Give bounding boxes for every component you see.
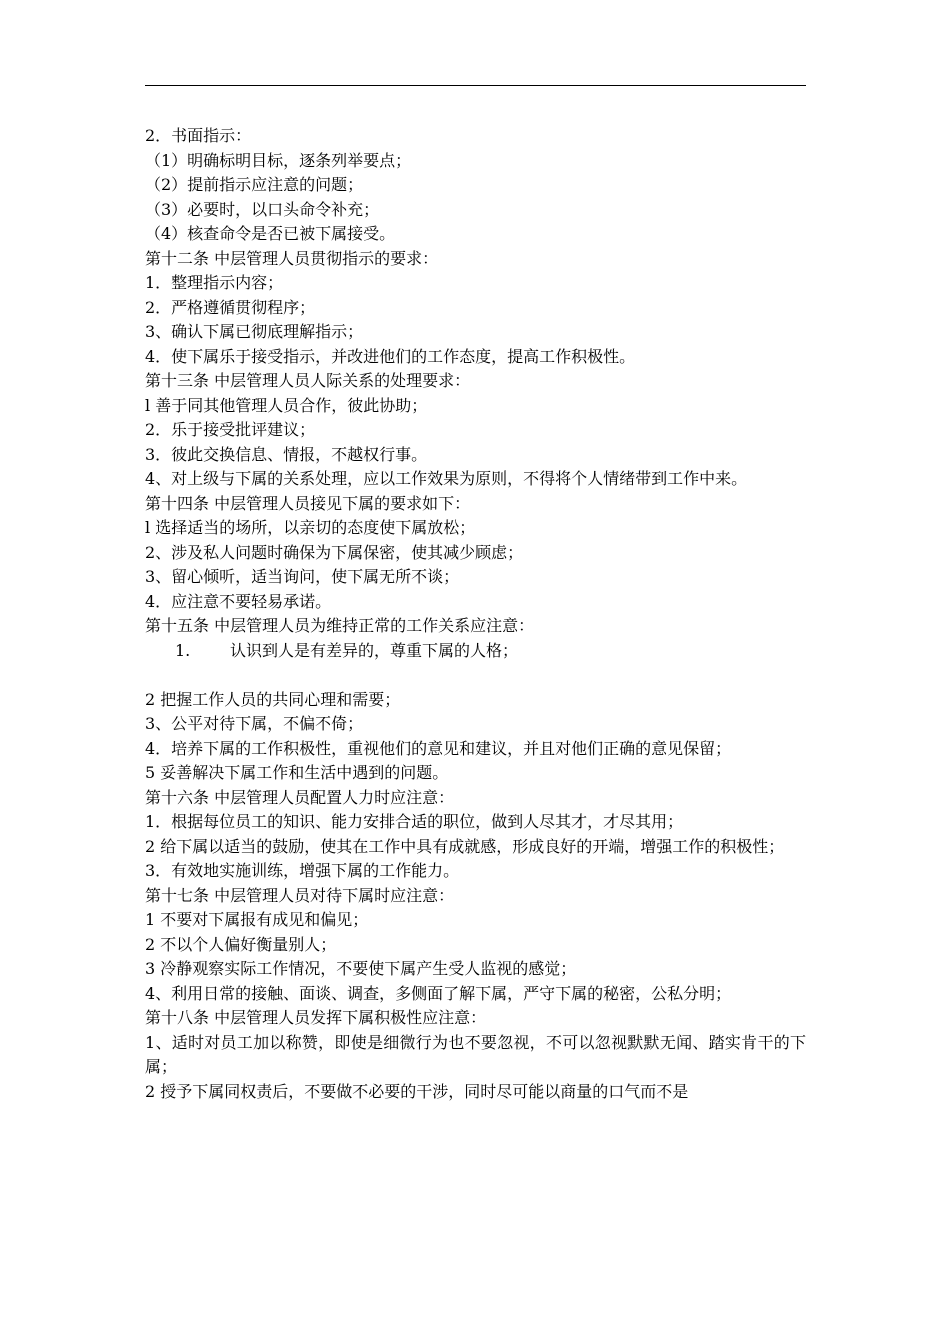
document-body (145, 124, 806, 1104)
text-line: 1 不要对下属报有成见和偏见； (145, 910, 369, 929)
text-line: 3、公平对待下属，不偏不倚； (145, 714, 364, 733)
text-line: 5 妥善解决下属工作和生活中遇到的问题。 (145, 763, 449, 782)
article-heading: 第十二条 中层管理人员贯彻指示的要求： (145, 248, 439, 268)
text-line: （1）明确标明目标，逐条列举要点； (145, 150, 412, 170)
text-line: l 善于同其他管理人员合作，彼此协助； (145, 395, 428, 415)
text-line: 3．有效地实施训练，增强下属的工作能力。 (145, 861, 460, 880)
text-paragraph: 2 给下属以适当的鼓励，使其在工作中具有成就感，形成良好的开端，增强工作的积极性； (145, 836, 785, 856)
article-heading: 第十七条 中层管理人员对待下属时应注意： (145, 885, 455, 905)
text-line: l 选择适当的场所，以亲切的态度使下属放松； (145, 518, 476, 537)
numbered-list-item (145, 639, 806, 664)
text-line: （2）提前指示应注意的问题； (145, 175, 364, 194)
text-line: 4．使下属乐于接受指示，并改进他们的工作态度，提高工作积极性。 (145, 346, 636, 366)
article-heading: 第十六条 中层管理人员配置人力时应注意： (145, 787, 455, 807)
text-line: （4）核查命令是否已被下属接受。 (145, 224, 396, 243)
text-line: 2、涉及私人问题时确保为下属保密，使其减少顾虑； (145, 542, 524, 562)
text-line: 2 授予下属同权责后，不要做不必要的干涉，同时尽可能以商量的口气而不是 (145, 1081, 689, 1101)
blank-line (145, 663, 806, 688)
list-number: 1. (175, 640, 191, 660)
text-line: 3 冷静观察实际工作情况，不要使下属产生受人监视的感觉； (145, 959, 577, 978)
text-paragraph: 4、对上级与下属的关系处理，应以工作效果为原则，不得将个人情绪带到工作中来。 (145, 469, 748, 488)
article-heading: 第十八条 中层管理人员发挥下属积极性应注意： (145, 1008, 487, 1027)
text-line: 1．根据每位员工的知识、能力安排合适的职位，做到人尽其才，才尽其用； (145, 812, 684, 831)
text-line: 4．应注意不要轻易承诺。 (145, 591, 332, 611)
text-line: 3．彼此交换信息、情报，不越权行事。 (145, 444, 428, 464)
text-line: 3、确认下属已彻底理解指示； (145, 322, 364, 341)
text-paragraph: 4、利用日常的接触、面谈、调查，多侧面了解下属，严守下属的秘密，公私分明； (145, 983, 732, 1003)
text-line: 1．整理指示内容； (145, 273, 284, 292)
text-paragraph: 1、适时对员工加以称赞，即使是细微行为也不要忽视，不可以忽视默默无闻、踏实肯干的下属； (145, 1032, 806, 1076)
text-line: 2．书面指示： (145, 126, 252, 145)
text-line: （3）必要时，以口头命令补充； (145, 199, 380, 219)
text-line: 2．乐于接受批评建议； (145, 420, 316, 439)
article-heading: 第十三条 中层管理人员人际关系的处理要求： (145, 371, 471, 390)
text-line: 2 把握工作人员的共同心理和需要； (145, 689, 401, 709)
list-text: 认识到人是有差异的，尊重下属的人格； (230, 640, 519, 660)
header-rule (145, 85, 806, 86)
article-heading: 第十四条 中层管理人员接见下属的要求如下： (145, 493, 471, 513)
text-line: 2 不以个人偏好衡量别人； (145, 934, 337, 954)
text-paragraph: 4．培养下属的工作积极性，重视他们的意见和建议，并且对他们正确的意见保留； (145, 738, 732, 758)
text-line: 2．严格遵循贯彻程序； (145, 297, 316, 317)
text-line: 3、留心倾听，适当询问，使下属无所不谈； (145, 567, 460, 586)
article-heading: 第十五条 中层管理人员为维持正常的工作关系应注意： (145, 616, 535, 635)
